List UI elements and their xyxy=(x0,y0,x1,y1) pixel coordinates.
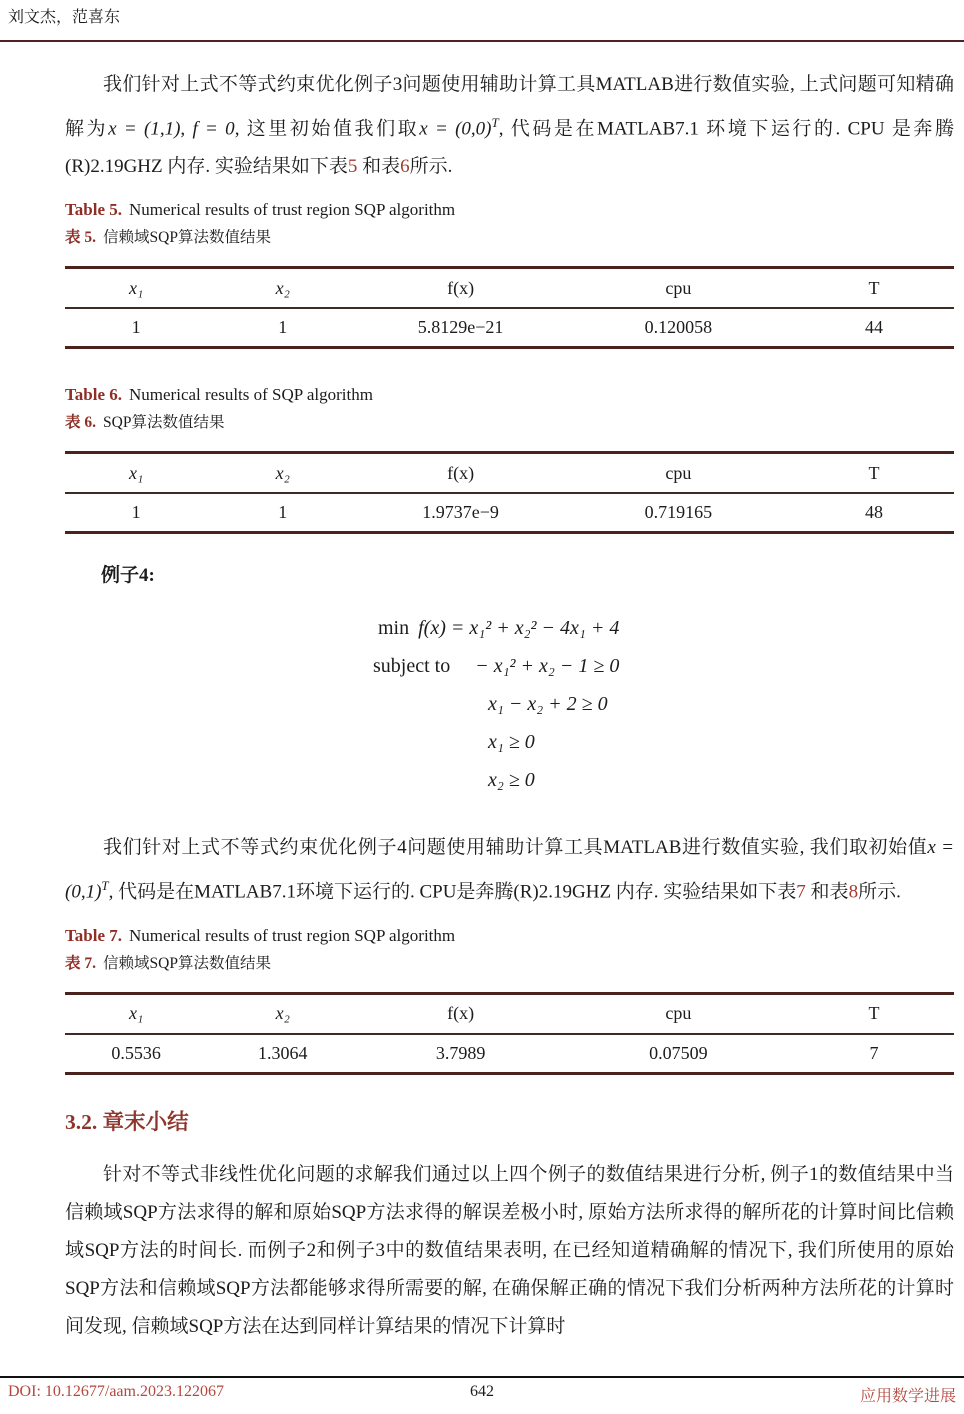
table7-cell-x2: 1.3064 xyxy=(258,1042,308,1063)
table5-col-x2: x₂ xyxy=(207,268,358,309)
table6-data-row xyxy=(65,493,954,533)
paragraph-text: 我们针对上式不等式约束优化例子4问题使用辅助计算工具MATLAB进行数值实验, 我们取初始值 xyxy=(103,837,928,859)
paragraph-text: 所示. xyxy=(858,881,901,903)
table5-caption-en-label: Table 5. xyxy=(65,200,123,220)
math-expression: − x₁² + x₂ − 1 ≥ 0 xyxy=(475,655,620,678)
table5-ref-link[interactable]: 5 xyxy=(347,156,358,178)
paragraph-text: , 代码是在MATLAB7.1环境下运行的. CPU是奔腾(R)2.19GHZ 内存. 实验结果如下表 xyxy=(108,881,797,903)
paragraph-text: 所示. xyxy=(409,156,453,178)
page-footer xyxy=(0,1376,964,1414)
table6-caption-cn-label: 表 6. xyxy=(65,414,97,432)
table6-caption-en-label: Table 6. xyxy=(65,385,123,405)
table6-caption-en xyxy=(65,381,954,408)
table5-col-T: T xyxy=(794,268,954,309)
table5-cell-fx: 5.8129e−21 xyxy=(417,317,504,338)
table6-col-cpu: cpu xyxy=(563,453,794,494)
inline-math: x = (0,1) xyxy=(65,837,954,903)
superscript-T: T xyxy=(491,115,499,130)
paragraph-text: , 代码是在MATLAB7.1 环境下运行的. CPU 是奔腾(R)2.19GHZ 内存. 实验结果如下表 xyxy=(65,118,954,178)
table7-caption-en-label: Table 7. xyxy=(65,925,123,945)
math-expression: f(x) = x₁² + x₂² − 4x₁ + 4 xyxy=(418,617,620,640)
paragraph-text: 和表 xyxy=(805,881,849,903)
section-heading-3-2: 3.2. 章末小结 xyxy=(65,1109,189,1134)
table7-header-row xyxy=(65,993,954,1034)
table7-col-cpu: cpu xyxy=(563,993,794,1034)
math-line-constraint-1 xyxy=(373,647,954,685)
table7-col-x2: x₂ xyxy=(207,993,358,1034)
table6-cell-x1: 1 xyxy=(131,502,141,523)
table6-caption-cn-text: SQP算法数值结果 xyxy=(103,414,225,432)
table6-col-fx: f(x) xyxy=(358,453,562,494)
table7-cell-fx: 3.7989 xyxy=(435,1042,486,1063)
table6-ref-link[interactable]: 6 xyxy=(400,156,410,178)
table-6 xyxy=(65,451,954,534)
table6-col-x2: x₂ xyxy=(207,453,358,494)
table7-caption-cn xyxy=(65,949,954,978)
page-number: 642 xyxy=(470,1383,494,1400)
journal-name-link[interactable]: 应用数学进展 xyxy=(859,1388,956,1405)
table5-cell-x1: 1 xyxy=(131,317,141,338)
math-label-subject-to: subject to xyxy=(373,655,451,678)
paragraph-example4-results xyxy=(65,829,954,911)
table7-caption-cn-text: 信赖域SQP算法数值结果 xyxy=(103,954,271,972)
table6-cell-fx: 1.9737e−9 xyxy=(422,502,499,523)
table7-caption xyxy=(65,922,954,978)
paragraph-text: , 这里初始值我们取 xyxy=(234,118,420,140)
math-line-constraint-2 xyxy=(488,685,954,723)
table5-col-cpu: cpu xyxy=(563,268,794,309)
superscript-T: T xyxy=(101,878,109,894)
paragraph-text: 我们针对上式不等式约束优化例子3问题使用辅助计算工具MATLAB进行数值实验, 上式问题可知精确解为 xyxy=(65,74,954,140)
table7-col-fx: f(x) xyxy=(358,993,562,1034)
table5-col-fx: f(x) xyxy=(358,268,562,309)
table5-header-row xyxy=(65,268,954,309)
table6-col-x1: x₁ xyxy=(65,453,207,494)
table6-header-row xyxy=(65,453,954,494)
table6-cell-x2: 1 xyxy=(278,502,288,523)
table6-caption-en-text: Numerical results of SQP algorithm xyxy=(129,385,373,405)
math-operator-min: min xyxy=(378,617,410,640)
table6-caption xyxy=(65,381,954,437)
table6-caption-cn xyxy=(65,408,954,437)
math-line-constraint-3 xyxy=(488,723,954,761)
table6-cell-cpu: 0.719165 xyxy=(644,502,713,523)
table5-caption-cn-label: 表 5. xyxy=(65,229,97,247)
table5-data-row xyxy=(65,308,954,348)
paragraph-text: 和表 xyxy=(357,156,401,178)
table7-cell-cpu: 0.07509 xyxy=(649,1042,708,1063)
math-expression: x₂ ≥ 0 xyxy=(488,769,535,792)
math-expression: x₁ − x₂ + 2 ≥ 0 xyxy=(488,693,608,716)
table5-caption-cn-text: 信赖域SQP算法数值结果 xyxy=(103,229,271,247)
math-expression: x₁ ≥ 0 xyxy=(488,731,535,754)
inline-math: x = (1,1), f = 0 xyxy=(108,118,235,140)
table5-caption-en-text: Numerical results of trust region SQP algorithm xyxy=(129,200,456,220)
example4-math-block xyxy=(65,609,954,799)
table7-col-T: T xyxy=(794,993,954,1034)
table5-cell-cpu: 0.120058 xyxy=(644,317,713,338)
page-content xyxy=(0,66,964,1346)
author-names: 刘文杰，范喜东 xyxy=(8,9,121,26)
paragraph-example3-results xyxy=(65,66,954,186)
running-header xyxy=(0,0,964,42)
table5-cell-x2: 1 xyxy=(278,317,288,338)
table7-data-row xyxy=(65,1034,954,1074)
table7-cell-x1: 0.5536 xyxy=(111,1042,161,1063)
math-line-objective xyxy=(378,609,954,647)
table5-caption xyxy=(65,196,954,252)
table-7 xyxy=(65,992,954,1075)
table5-cell-T: 44 xyxy=(864,317,883,338)
table7-caption-en-text: Numerical results of trust region SQP algorithm xyxy=(129,925,456,945)
inline-math: x = (0,0) xyxy=(419,118,492,140)
example4-heading: 例子4: xyxy=(101,565,155,587)
table-5 xyxy=(65,266,954,349)
table6-cell-T: 48 xyxy=(864,502,883,523)
doi-link[interactable]: DOI: 10.12677/aam.2023.122067 xyxy=(8,1383,224,1400)
table7-col-x1: x₁ xyxy=(65,993,207,1034)
table7-caption-cn-label: 表 7. xyxy=(65,954,97,972)
math-line-constraint-4 xyxy=(488,761,954,799)
table5-caption-en xyxy=(65,196,954,223)
table7-ref-link[interactable]: 7 xyxy=(796,881,806,903)
table7-caption-en xyxy=(65,922,954,949)
paragraph-chapter-summary: 针对不等式非线性优化问题的求解我们通过以上四个例子的数值结果进行分析, 例子1的数值结果中当信赖域SQP方法求得的解和原始SQP方法求得的解误差极小时, 原始方法所求得的解所花的计算时间比信赖域SQP方法的时间长. 而例子2和例子3中的数值结果表明, 在已经知道精确解的情况下, 我们所使用的原始SQP方法和信赖域SQP方法都能够求得所需要的解, 在确保解正确的情况下我们分析两种方法所花的计算时间发现, 信赖域SQP方法在达到同样计算结果的情况下计算时 xyxy=(65,1163,954,1337)
table5-caption-cn xyxy=(65,223,954,252)
table5-col-x1: x₁ xyxy=(65,268,207,309)
table7-cell-T: 7 xyxy=(869,1042,879,1063)
table6-col-T: T xyxy=(794,453,954,494)
table8-ref-link[interactable]: 8 xyxy=(848,881,859,903)
